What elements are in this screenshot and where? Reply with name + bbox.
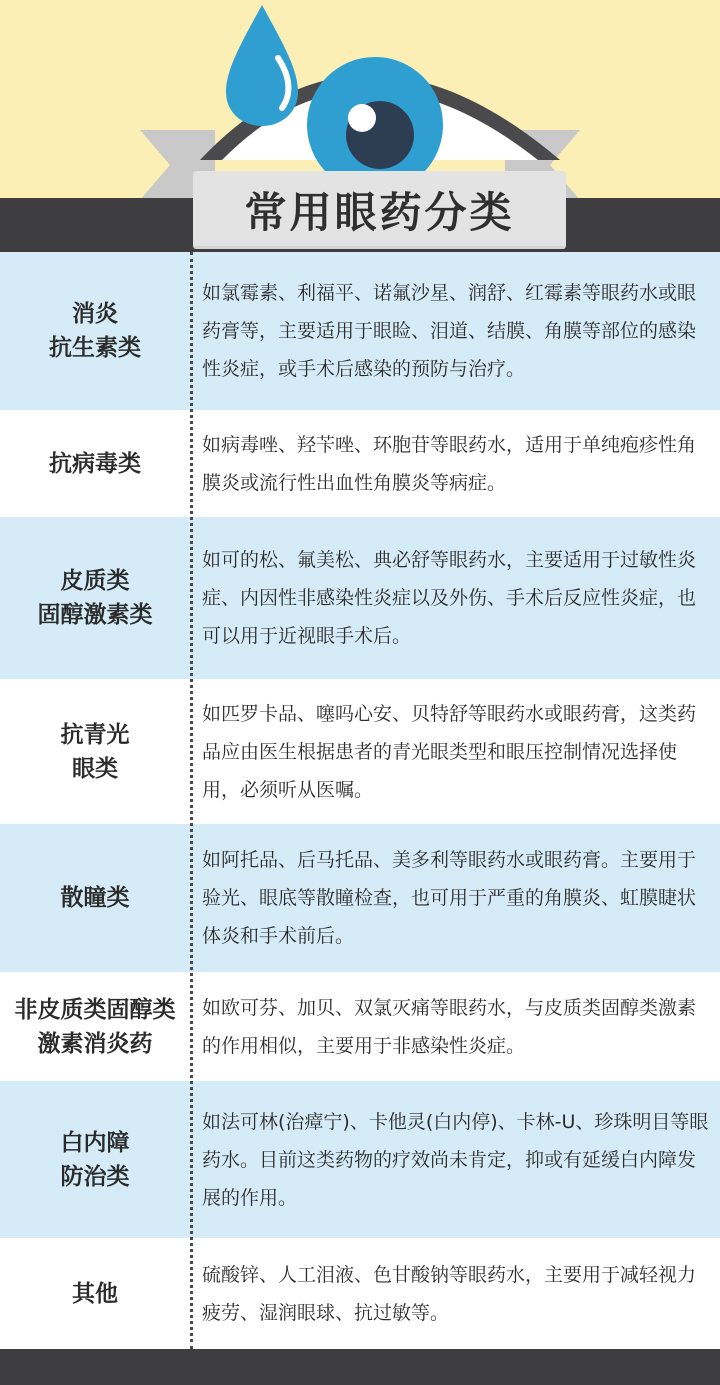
category-label: 非皮质类固醇类 激素消炎药 — [14, 996, 176, 1057]
table-row — [0, 824, 720, 972]
dotted-column-divider — [190, 252, 193, 1349]
category-label: 散瞳类 — [60, 885, 130, 911]
category-description: 如阿托品、后马托品、美多利等眼药水或眼药膏。主要用于验光、眼底等散瞳检查，也可用于严重的角膜炎、虹膜睫状体炎和手术前后。 — [202, 849, 697, 947]
table-row — [0, 410, 720, 517]
header-banner — [0, 0, 720, 252]
category-description: 如法可林(治瘴宁)、卡他灵(白内停)、卡林-U、珍珠明目等眼药水。目前这类药物的疗效尚未肯定，抑或有延缓白内障发展的作用。 — [202, 1110, 709, 1209]
category-label: 消炎 抗生素类 — [49, 301, 141, 361]
table-row — [0, 517, 720, 679]
category-description: 如欧可芬、加贝、双氯灭痛等眼药水，与皮质类固醇类激素的作用相似，主要用于非感染性炎症。 — [202, 996, 697, 1057]
category-label: 皮质类 固醇激素类 — [37, 568, 153, 628]
table-row — [0, 1238, 720, 1349]
category-label: 抗病毒类 — [49, 450, 141, 477]
table-row — [0, 1081, 720, 1238]
title-plate — [193, 171, 566, 249]
page-title: 常用眼药分类 — [244, 188, 515, 237]
table-row — [0, 972, 720, 1081]
table-row — [0, 679, 720, 824]
category-description: 如氯霉素、利福平、诺氟沙星、润舒、红霉素等眼药水或眼药膏等，主要适用于眼睑、泪道、结膜、角膜等部位的感染性炎症，或手术后感染的预防与治疗。 — [202, 282, 697, 380]
category-label: 其他 — [72, 1280, 118, 1307]
category-label: 白内障 防治类 — [60, 1129, 130, 1190]
table-row — [0, 252, 720, 410]
category-description: 如病毒唑、羟苄唑、环胞苷等眼药水，适用于单纯疱疹性角膜炎或流行性出血性角膜炎等病症。 — [202, 433, 697, 494]
category-description: 硫酸锌、人工泪液、色甘酸钠等眼药水，主要用于减轻视力疲劳、湿润眼球、抗过敏等。 — [202, 1263, 697, 1324]
footer-band — [0, 1349, 720, 1385]
water-drop-icon — [226, 5, 298, 126]
category-label: 抗青光 眼类 — [60, 721, 130, 782]
category-description: 如匹罗卡品、噻吗心安、贝特舒等眼药水或眼药膏，这类药品应由医生根据患者的青光眼类型和眼压控制情况选择使用，必须听从医嘱。 — [202, 702, 697, 801]
category-description: 如可的松、氟美松、典必舒等眼药水，主要适用于过敏性炎症、内因性非感染性炎症以及外伤、手术后反应性炎症，也可以用于近视眼手术后。 — [202, 549, 697, 647]
classification-table — [0, 252, 720, 1349]
